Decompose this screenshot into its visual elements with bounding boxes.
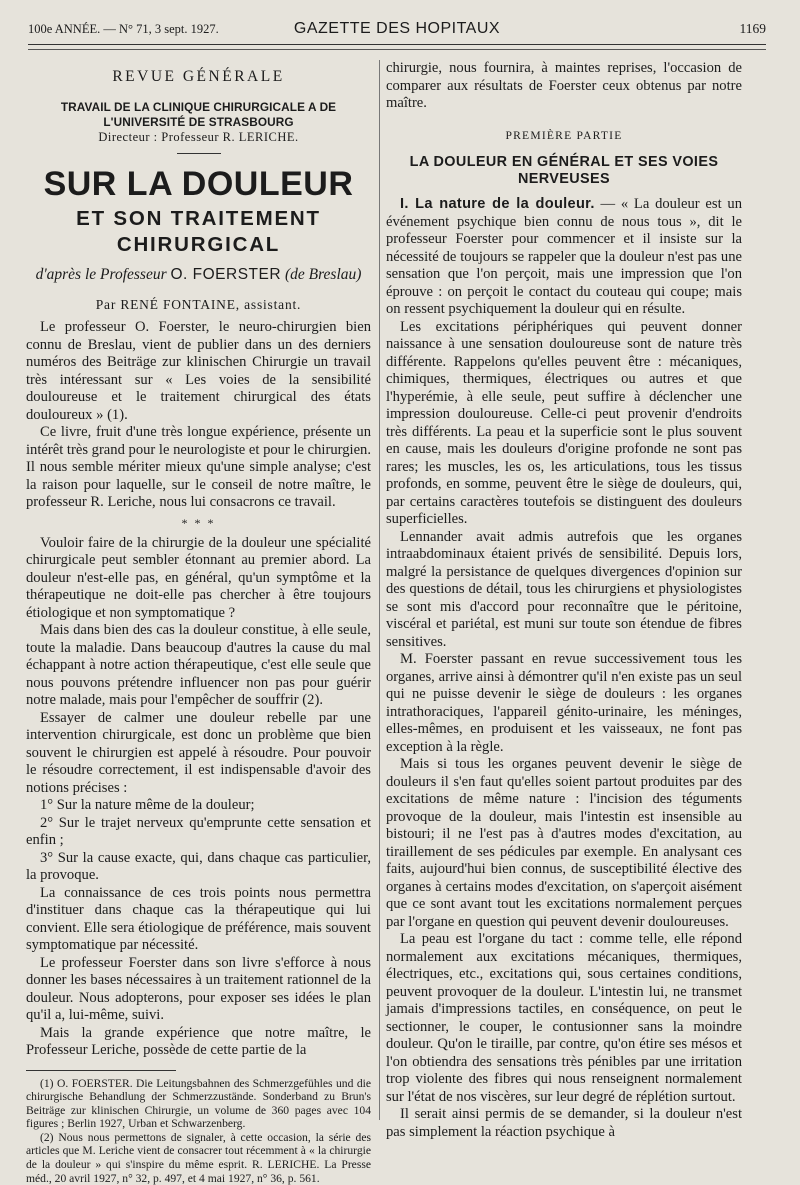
page-number: 1169	[740, 21, 767, 37]
list-item: 1° Sur la nature même de la douleur;	[26, 797, 371, 815]
right-paragraph: Les excitations périphériques qui peuvent donner naissance à une sensation douloureuse sont de nature très différente. Rappelons qu'elles peuvent être : mécaniques, chimiques, thermiques, électriques ou autres et que l'hyperémie, à elle seule, peut suffire à déclencher une impression douloureuse. Celle-ci peut provenir d'endroits très différents. La peau et la superficie sont le plus souvent en cause, mais les douleurs d'origine profonde ne sont pas rares; les muscles, les os, les articulations, tous les tissus profonds, en somme, peuvent être le siège de douleurs, qui, par certains caractères toutefois se distinguent des douleurs superficielles.	[386, 319, 742, 529]
left-paragraph: Le professeur Foerster dans son livre s'efforce à nous donner les bases nécessaires à un traitement rationnel de la douleur. Nous adopterons, pour exposer ses idées le plan qu'il a, lui-même, suivi.	[26, 955, 371, 1025]
section-stars: * * *	[26, 517, 371, 529]
footnotes	[26, 1077, 371, 1185]
right-paragraph: I. La nature de la douleur. — « La douleur est un événement psychique bien connu de nous tous », dit le professeur Foerster pour commencer et il insiste sur la nécessité de toujours se rappeler que la douleur n'est pas une sensation que l'on perçoit, mais une impression que l'on éprouve : on perçoit le contact du couteau qui coupe; mais on ressent psychiquement la douleur qui en résulte.	[386, 196, 742, 319]
title-rule	[177, 153, 221, 154]
right-paragraph: La peau est l'organe du tact : comme telle, elle répond normalement aux excitations mécaniques, thermiques, électriques, etc., excitations qui, sous certaines conditions, peuvent provoquer de la douleur. L'intestin lui, ne transmet jamais d'impressions tactiles, en conséquence, on peut le sectionner, le couper, le contusionner sans la moindre douleur. Qu'on le tiraille, par contre, qu'on étire ses mésos et l'on obtiendra des sensations très pénibles par une irritation trop violente des fibres qui nous renseignent normalement sur l'état de nos viscères, sur leur degré de réplétion surtout.	[386, 931, 742, 1106]
director: Directeur : Professeur R. LERICHE.	[26, 130, 371, 145]
journal-title: GAZETTE DES HOPITAUX	[28, 20, 766, 38]
footnote: (2) Nous nous permettons de signaler, à cette occasion, la série des articles que M. Leriche vient de consacrer tout récemment à « la chirurgie de la douleur » qui s'inspire du même esprit. R. LERICHE. La Presse méd., 20 avril 1927, n° 32, p. 497, et 4 mai 1927, n° 36, p. 561.	[26, 1131, 371, 1185]
affiliation: TRAVAIL DE LA CLINIQUE CHIRURGICALE A DE L'UNIVERSITÉ DE STRASBOURG	[26, 100, 371, 130]
left-paragraph: Mais dans bien des cas la douleur constitue, à elle seule, toute la maladie. Dans beaucoup d'autres la cause du mal échappant à notre action thérapeutique, c'est elle seule que nous pouvons prétendre influencer non pas pour guérir notre malade, mais pour l'empêcher de souffrir (2).	[26, 622, 371, 710]
list-item: 3° Sur la cause exacte, qui, dans chaque cas particulier, la provoque.	[26, 850, 371, 885]
left-paragraph: Vouloir faire de la chirurgie de la douleur une spécialité chirurgicale peut sembler étonnant au premier abord. La douleur n'est-elle pas, en général, qu'un symptôme et la thérapeutique ne doit-elle pas chercher à être toujours étiologique et non symptomatique ?	[26, 535, 371, 623]
section-title: I. La nature de la douleur.	[400, 196, 595, 212]
list-item: 2° Sur le trajet nerveux qu'emprunte cette sensation et enfin ;	[26, 815, 371, 850]
right-column	[386, 60, 742, 1141]
byline: Par RENÉ FONTAINE, assistant.	[26, 296, 371, 314]
left-paragraph: Ce livre, fruit d'une très longue expérience, présente un intérêt très grand pour le neurologiste et pour le chirurgien. Il nous semble mériter mieux qu'une simple analyse; c'est la raison pour laquelle, sur le conseil de notre maître, le professeur R. Leriche, nous lui consacrons ce travail.	[26, 424, 371, 512]
right-paragraph: Il serait ainsi permis de se demander, si la douleur n'est pas simplement la réaction psychique à	[386, 1106, 742, 1141]
running-header	[28, 20, 766, 42]
left-paragraph: Le professeur O. Foerster, le neuro-chirurgien bien connu de Breslau, vient de publier dans un des derniers numéros des Beiträge zur klinischen Chirurgie un travail très intéressant sur « Les voies de la sensibilité douloureuse et le traitement chirurgical des états douloureux » (1).	[26, 319, 371, 424]
footnote-rule	[26, 1070, 176, 1071]
left-paragraph: Essayer de calmer une douleur rebelle par une intervention chirurgicale, est donc un problème que bien souvent le chirurgien est appelé à résoudre. Pour pouvoir le résoudre correctement, il est indispensable d'avoir des notions précises :	[26, 710, 371, 798]
after-line	[26, 264, 371, 286]
section-label: REVUE GÉNÉRALE	[26, 68, 371, 86]
after-suffix: (de Breslau)	[285, 266, 361, 283]
right-paragraph: chirurgie, nous fournira, à maintes reprises, l'occasion de comparer aux résultats de Foerster ceux obtenus par notre maître.	[386, 60, 742, 113]
header-rule-thin	[28, 49, 766, 50]
left-paragraph: La connaissance de ces trois points nous permettra d'instituer dans chaque cas la thérapeutique qui lui convient. Elle sera étiologique de préférence, mais souvent symptomatique par nécessité.	[26, 885, 371, 955]
article-title: SUR LA DOULEUR	[26, 164, 371, 204]
footnote: (1) O. FOERSTER. Die Leitungsbahnen des Schmerzgefühles und die chirurgische Behandlung der Schmerzzustände. Sonderband zu Brun's Beiträge zur klinischen Chirurgie, un volume de 360 pages avec 104 figures ; Berlin 1927, Urban et Schwarzenberg.	[26, 1077, 371, 1131]
after-name: O. FOERSTER	[170, 266, 281, 283]
right-paragraph: Mais si tous les organes peuvent devenir le siège de douleurs il s'en faut qu'elles soient partout produites par des excitations de même nature : l'incision des téguments provoque de la douleur, mais l'intestin est insensible au bistouri; il ne l'est pas à d'autres modes d'excitation, au tiraillement de ses pédicules par exemple. En analysant ces faits, aujourd'hui bien connus, de susceptibilité élective des organes à certains modes d'excitation, on s'aperçoit aisément que ce sont avant tout les excitations normalement perçues par l'organe en question qui peuvent devenir douloureuses.	[386, 756, 742, 931]
part-label: PREMIÈRE PARTIE	[386, 127, 742, 145]
after-prefix: d'après le Professeur	[36, 266, 167, 283]
issue-info: 100e ANNÉE. — N° 71, 3 sept. 1927.	[28, 22, 219, 37]
column-divider	[379, 60, 380, 1120]
header-rule	[28, 44, 766, 45]
right-paragraph: M. Foerster passant en revue successivement tous les organes, arrive ainsi à démontrer qu'il n'en existe pas un seul qui ne puisse devenir le siège de douleurs : les organes intrathoraciques, l'appareil génito-urinaire, les méninges, elles-mêmes, en produisent et les vaisseaux, ne font pas exception à la règle.	[386, 651, 742, 756]
chapter-title: LA DOULEUR EN GÉNÉRAL ET SES VOIES NERVEUSES	[386, 154, 742, 188]
article-subtitle: ET SON TRAITEMENT CHIRURGICAL	[26, 206, 371, 258]
left-column	[26, 60, 371, 1185]
left-paragraph: Mais la grande expérience que notre maître, le Professeur Leriche, possède de cette partie de la	[26, 1025, 371, 1060]
right-paragraph: Lennander avait admis autrefois que les organes intraabdominaux étaient privés de sensibilité. Depuis lors, malgré la persistance de quelques divergences d'opinion sur des questions de détail, tous les chirurgiens et physiologistes se sont mis d'accord pour reconnaître que le péritoine, viscéral et pariétal, est muni sur toute son étendue de fibres sensitives.	[386, 529, 742, 652]
